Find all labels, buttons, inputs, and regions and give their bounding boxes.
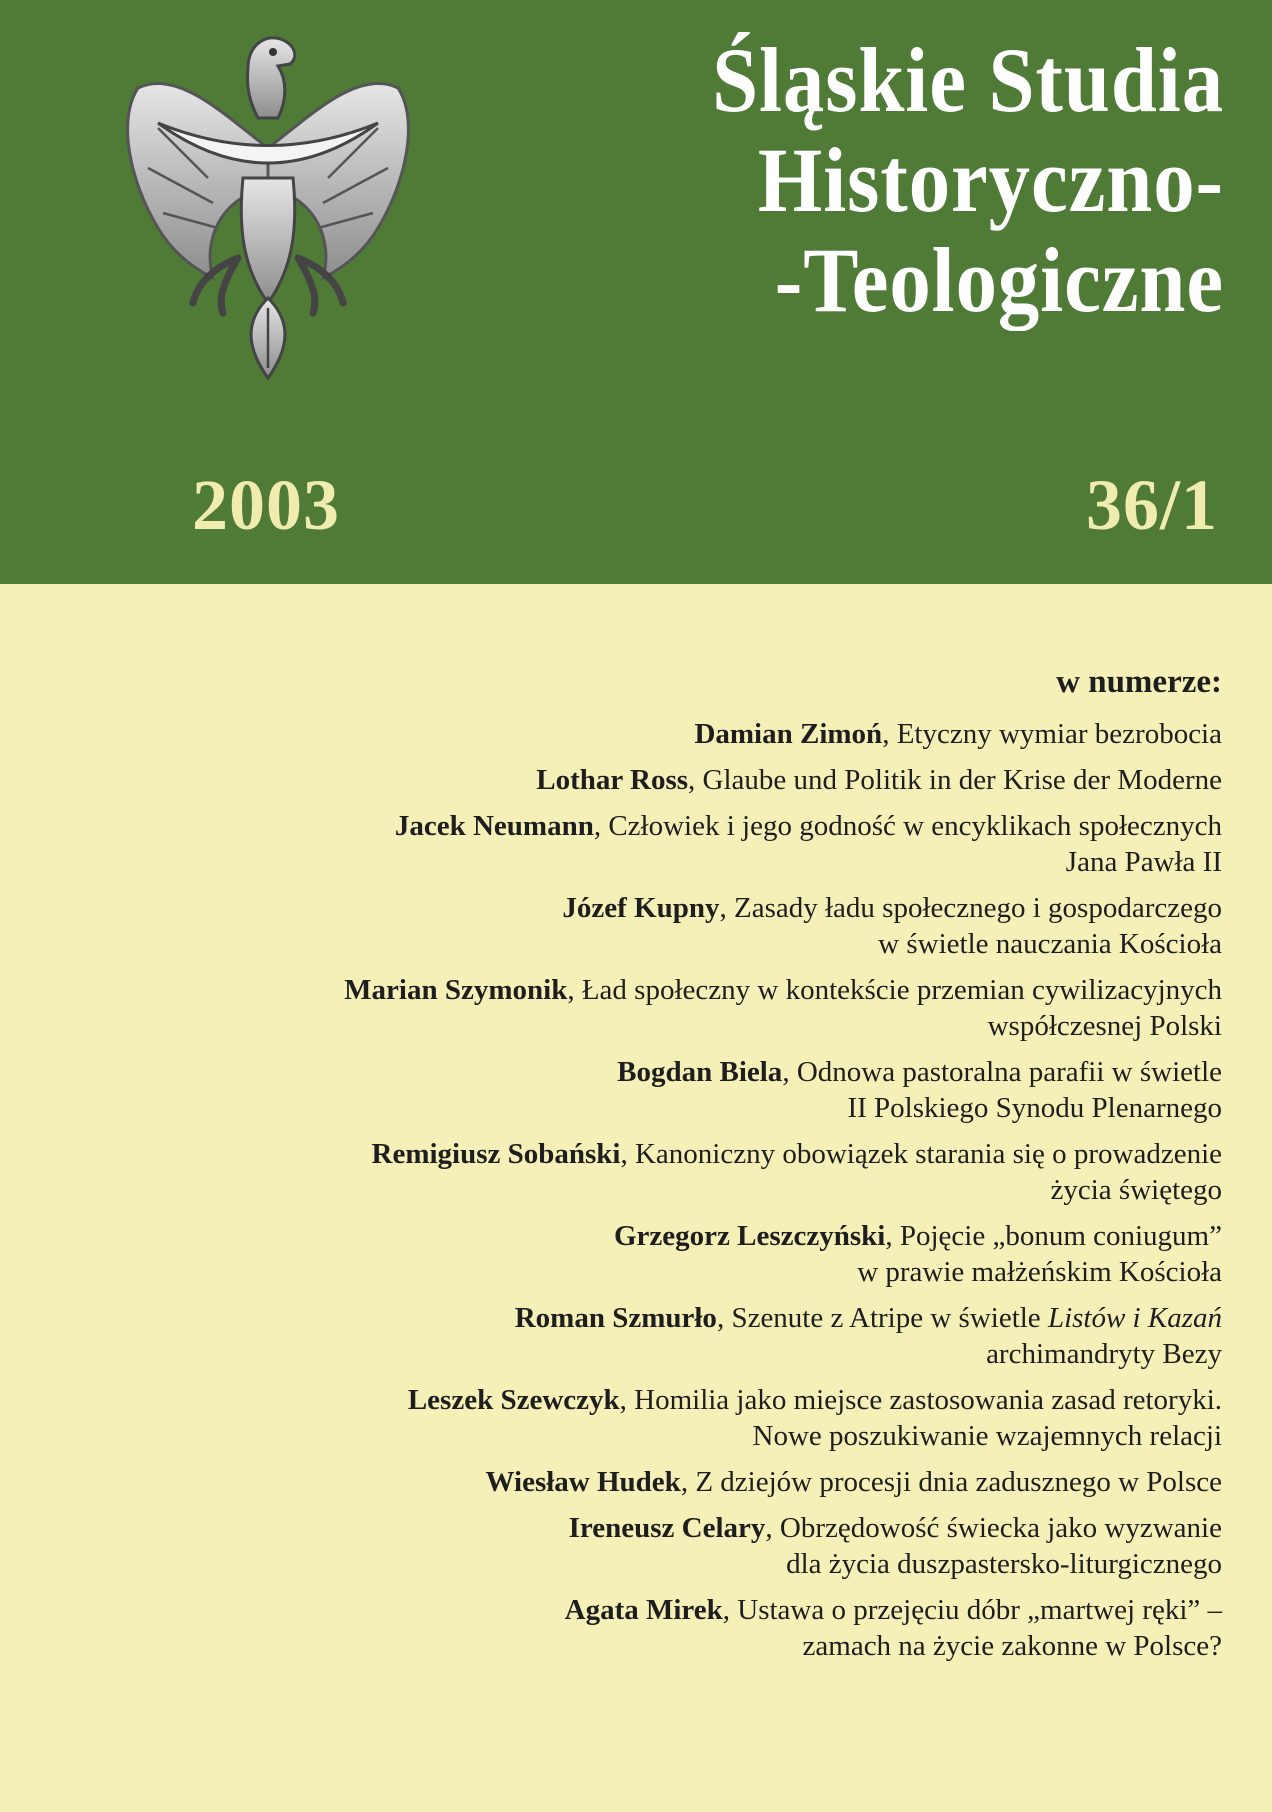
issue-number: 36/1 — [1085, 465, 1218, 545]
entry-line-2: w prawie małżeńskim Kościoła — [857, 1256, 1222, 1288]
journal-title — [576, 30, 1224, 330]
table-of-contents — [122, 660, 1222, 1674]
contents-entry — [122, 1054, 1222, 1126]
contents-entry — [122, 972, 1222, 1044]
entry-author: Lothar Ross — [536, 764, 689, 796]
entry-title: , Szenute z Atripe w świetle — [716, 1302, 1048, 1334]
entry-title: , Homilia jako miejsce zastosowania zasad retoryki. — [619, 1384, 1222, 1416]
entry-author: Marian Szymonik — [344, 974, 568, 1006]
contents-entry — [122, 808, 1222, 880]
entry-title: , Z dziejów procesji dnia zadusznego w Polsce — [680, 1466, 1222, 1498]
entry-author: Bogdan Biela — [617, 1056, 783, 1088]
entry-author: Leszek Szewczyk — [407, 1384, 620, 1416]
entry-line-2: życia świętego — [1050, 1174, 1222, 1206]
entry-author: Wiesław Hudek — [485, 1466, 681, 1498]
entry-author: Grzegorz Leszczyński — [613, 1220, 886, 1252]
entry-line-1 — [122, 1464, 1222, 1500]
entry-title: , Zasady ładu społecznego i gospodarczego — [719, 892, 1222, 924]
title-line-1: Śląskie Studia — [712, 29, 1224, 131]
publication-year: 2003 — [192, 465, 340, 545]
entry-line-2: II Polskiego Synodu Plenarnego — [847, 1092, 1222, 1124]
contents-entry — [122, 716, 1222, 752]
entry-title: , Ustawa o przejęciu dóbr „martwej ręki” – — [722, 1594, 1222, 1626]
entry-line-1 — [122, 1592, 1222, 1628]
contents-entry — [122, 1464, 1222, 1500]
entry-title: , Etyczny wymiar bezrobocia — [882, 718, 1222, 750]
entry-line-1 — [122, 1136, 1222, 1172]
entry-line-2: Jana Pawła II — [1065, 846, 1222, 878]
contents-entry — [122, 1510, 1222, 1582]
entry-line-2: w świetle nauczania Kościoła — [878, 928, 1222, 960]
contents-entry — [122, 1136, 1222, 1208]
entry-line-2: archimandryty Bezy — [986, 1338, 1222, 1370]
entry-title: , Kanoniczny obowiązek starania się o prowadzenie — [620, 1138, 1222, 1170]
entry-author: Damian Zimoń — [694, 718, 883, 750]
contents-entry — [122, 1382, 1222, 1454]
entry-author: Remigiusz Sobański — [371, 1138, 621, 1170]
title-line-3: -Teologiczne — [774, 229, 1224, 331]
contents-entry — [122, 1218, 1222, 1290]
cover-header — [0, 0, 1272, 584]
entry-author: Agata Mirek — [564, 1594, 723, 1626]
entry-author: Jacek Neumann — [394, 810, 594, 842]
entry-line-1 — [122, 890, 1222, 926]
entry-author: Ireneusz Celary — [568, 1512, 766, 1544]
entry-line-1 — [122, 1300, 1222, 1336]
title-line-2: Historyczno- — [757, 129, 1224, 231]
entry-title: , Ład społeczny w kontekście przemian cywilizacyjnych — [567, 974, 1222, 1006]
entry-line-1 — [122, 716, 1222, 752]
entry-line-1 — [122, 762, 1222, 798]
entry-line-2: dla życia duszpastersko-liturgicznego — [786, 1548, 1222, 1580]
entry-line-2: współczesnej Polski — [987, 1010, 1222, 1042]
entry-line-2: Nowe poszukiwanie wzajemnych relacji — [752, 1420, 1222, 1452]
contents-list — [122, 716, 1222, 1664]
entry-title-italic: Listów i Kazań — [1047, 1302, 1222, 1334]
entry-line-1 — [122, 1054, 1222, 1090]
contents-entry — [122, 762, 1222, 798]
contents-entry — [122, 890, 1222, 962]
entry-title: , Pojęcie „bonum coniugum” — [885, 1220, 1222, 1252]
contents-label: w numerze: — [1056, 664, 1222, 700]
contents-entry — [122, 1592, 1222, 1664]
entry-line-1 — [122, 1218, 1222, 1254]
silesian-eagle-emblem-icon — [118, 28, 418, 388]
entry-line-1 — [122, 1510, 1222, 1546]
entry-author: Józef Kupny — [562, 892, 720, 924]
entry-title: , Człowiek i jego godność w encyklikach społecznych — [593, 810, 1222, 842]
contents-entry — [122, 1300, 1222, 1372]
entry-line-2: zamach na życie zakonne w Polsce? — [802, 1630, 1222, 1662]
entry-title: , Glaube und Politik in der Krise der Moderne — [688, 764, 1222, 796]
entry-author: Roman Szmurło — [514, 1302, 717, 1334]
entry-line-1 — [122, 972, 1222, 1008]
entry-line-1 — [122, 1382, 1222, 1418]
entry-title: , Odnowa pastoralna parafii w świetle — [782, 1056, 1222, 1088]
entry-title: , Obrzędowość świecka jako wyzwanie — [765, 1512, 1222, 1544]
entry-line-1 — [122, 808, 1222, 844]
